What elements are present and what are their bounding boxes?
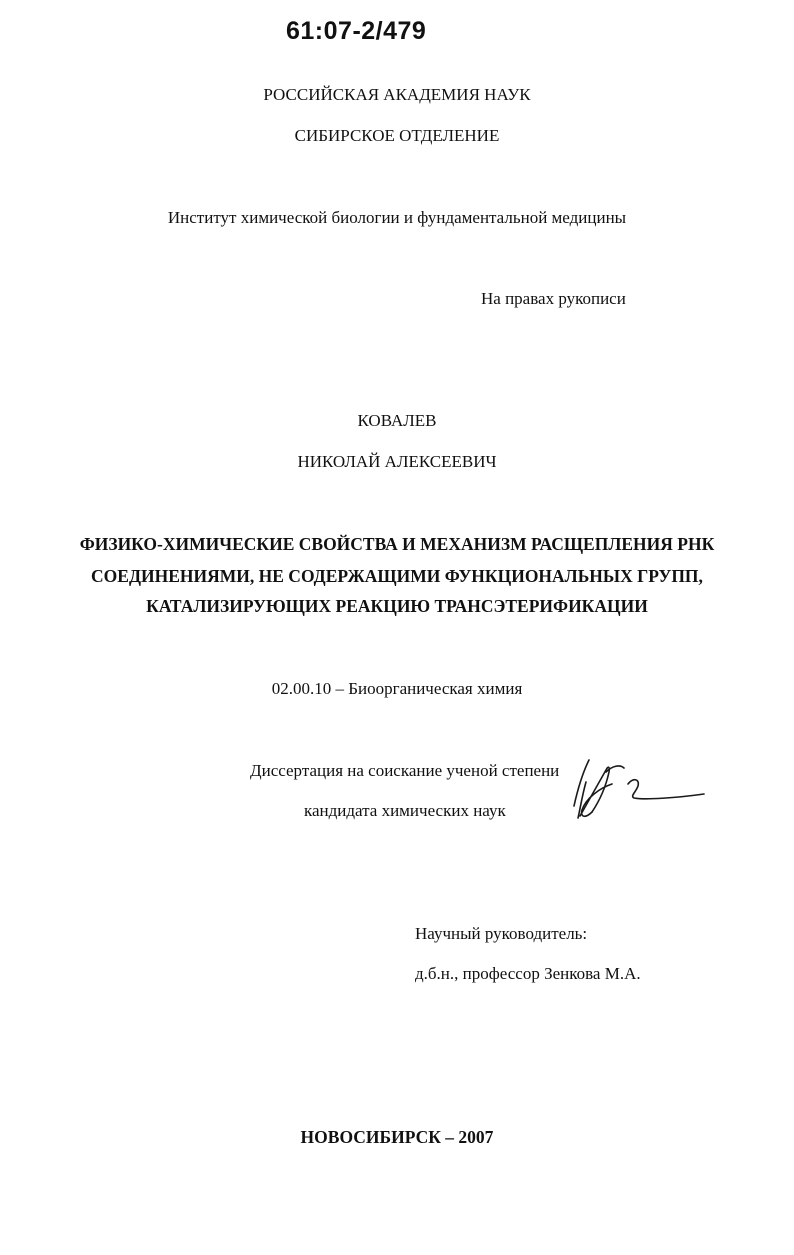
title-line-3: КАТАЛИЗИРУЮЩИХ РЕАКЦИЮ ТРАНСЭТЕРИФИКАЦИИ (146, 596, 648, 616)
author-signature (566, 752, 708, 824)
academy-name: РОССИЙСКАЯ АКАДЕМИЯ НАУК (263, 85, 531, 104)
institute-name: Институт химической биологии и фундаментальной медицины (167, 208, 627, 227)
supervisor-name: д.б.н., профессор Зенкова М.А. (415, 964, 641, 983)
author-surname: КОВАЛЕВ (357, 411, 437, 430)
degree-line-2: кандидата химических наук (304, 801, 506, 820)
archive-number: 61:07-2/479 (286, 17, 427, 45)
author-given-names: НИКОЛАЙ АЛЕКСЕЕВИЧ (297, 452, 497, 471)
rights-note: На правах рукописи (481, 289, 626, 308)
degree-line-1: Диссертация на соискание ученой степени (250, 761, 560, 780)
title-line-1: ФИЗИКО-ХИМИЧЕСКИЕ СВОЙСТВА И МЕХАНИЗМ РАСЩЕПЛЕНИЯ РНК (79, 534, 715, 554)
city-year: НОВОСИБИРСК – 2007 (300, 1127, 494, 1147)
title-line-2: СОЕДИНЕНИЯМИ, НЕ СОДЕРЖАЩИМИ ФУНКЦИОНАЛЬНЫХ ГРУПП, (91, 566, 703, 586)
branch-name: СИБИРСКОЕ ОТДЕЛЕНИЕ (294, 126, 500, 145)
supervisor-label: Научный руководитель: (415, 924, 588, 943)
specialty-code: 02.00.10 – Биоорганическая химия (271, 679, 523, 698)
